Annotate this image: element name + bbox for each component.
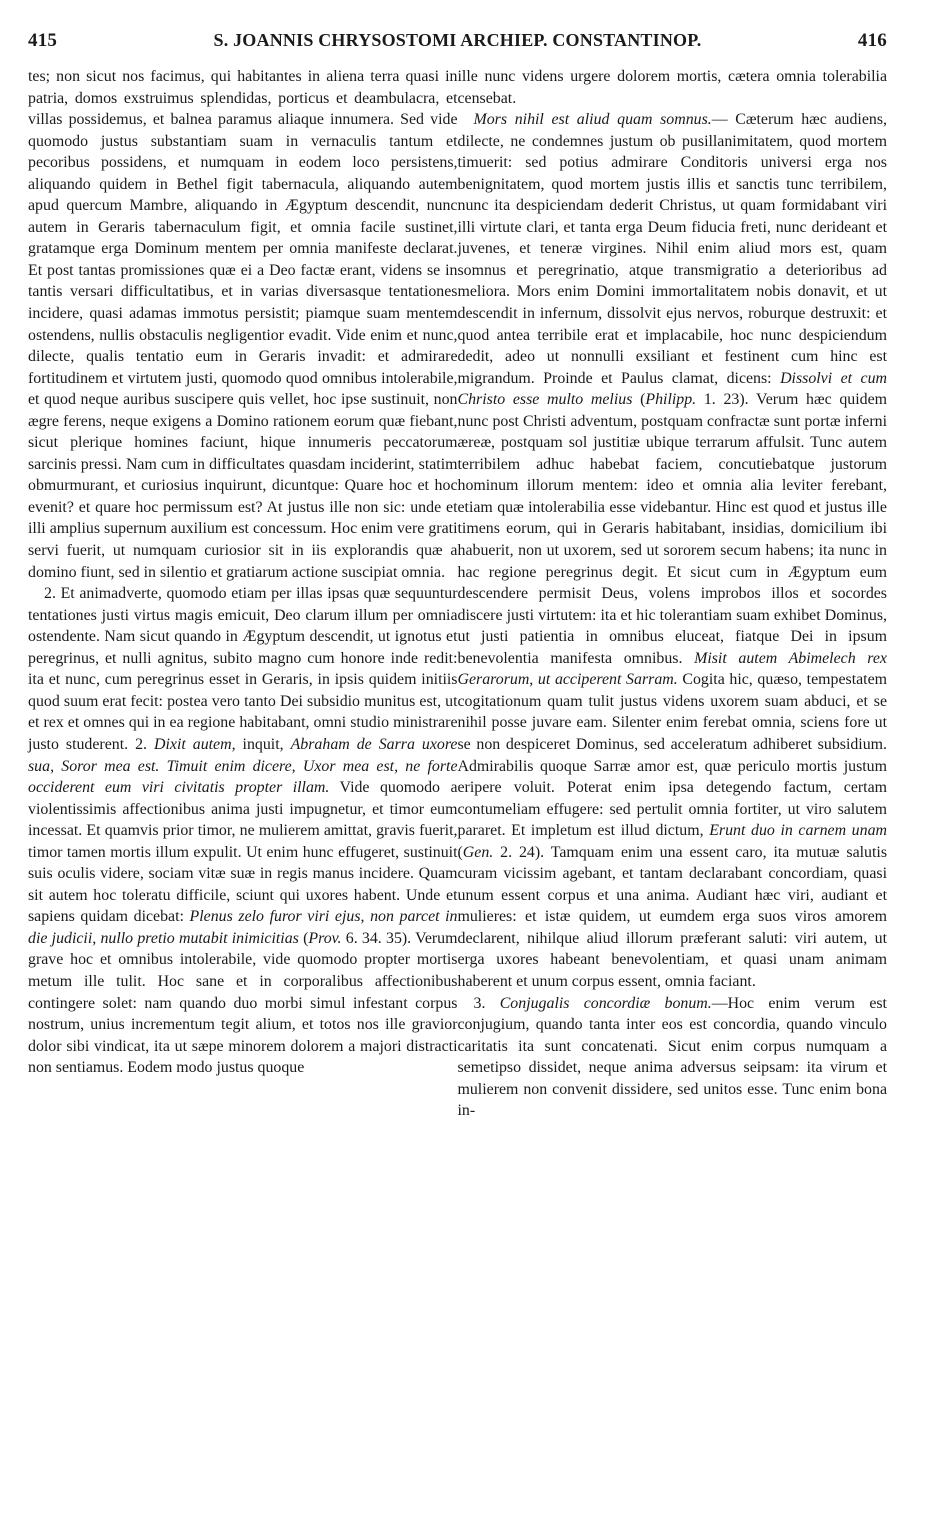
text-columns [28, 66, 887, 1122]
reference-number: 2. 24). [500, 843, 545, 861]
scripture-quote: Misit autem Abimelech rex Gerarorum, ut acciperent Sarram. [457, 649, 887, 689]
scripture-quote: Dixit autem, [154, 735, 236, 753]
reference-number: 1. 23). [703, 391, 749, 409]
left-column [28, 66, 458, 1122]
paragraph-text: Tamquam enim una essent caro, ita mutuæ salutis curam vicissim agebant, et tantam declarabant concordiam, quasi unum essent corpus et una anima. Audiant hæc viri, audiant et mulieres: et istæ quidem, ut eumdem erga suos viros amorem declarent, nihilque aliud illorum præferant saluti: viri autem, ut erga uxores habeant benevolentiam, et quasi unam animam haberent et unum corpus essent, omnia faciant. [457, 843, 888, 990]
paragraph [28, 583, 458, 1079]
paragraph [458, 109, 888, 992]
running-head [28, 30, 887, 60]
paragraph-text: Cogita hic, quæso, tempestatem cogitationum quam tulit justus videns uxorem suam abduci, et se nihil posse juvare eam. Silenter enim ferebat omnia, sciens fore ut se non despiceret Dominus, sed acceleratum adhiberet subsidium. Admirabilis quoque Sarræ amor est, quæ periculo mortis justum eripere voluit. Poterat enim ipsa detegendo factum, certam contumeliam effugere: sed pertulit omnia fortiter, ut viro salutem pararet. Et impletum est illud dictum, [457, 671, 887, 840]
scripture-quote: Abraham de Sarra uxore sua, Soror mea est. Timuit enim dicere, Uxor mea est, ne forte occiderent eum viri civitatis propter illam. [28, 735, 458, 797]
paragraph-text: 2. Et animadverte, quomodo etiam per illas ipsas quæ sequuntur tentationes justi virtus magis emicuit, Deo clarum illum per omnia ostendente. Nam sicut quando in Ægyptum descendit, ut ignotus et peregrinus, et nulli agnitus, subito magno cum honore inde redit: ita et nunc, cum peregrinus esset in Geraris, in ipsis quidem initiis quod suum erat fecit: postea vero tanto Dei subsidio munitus est, ut et rex et omnes qui in ea regione habitabant, omni studio ministrare justo studerent. 2. [28, 585, 458, 753]
right-column [458, 66, 888, 1122]
running-title: S. JOANNIS CHRYSOSTOMI ARCHIEP. CONSTANTINOP. [213, 30, 702, 50]
reference-open: ( [303, 929, 309, 947]
paragraph-text: Verum grave hoc et omnibus intolerabile, vide quomodo propter mortis metum ille tulit. Hoc sane et in corporalibus affectionibus contingere solet: nam quando duo morbi simul infestant corpus nostrum, unius incrementum tegit alium, et totos nos ille gravior dolor sibi vindicat, ita ut sæpe minorem dolorem a majori distracti non sentiamus. Eodem modo justus quoque [28, 929, 458, 1077]
paragraph-text: Verum hæc quidem nunc post Christi adventum, postquam confractæ sunt portæ inferni æreæ, postquam sol justitiæ ubique terrarum affulsit. Tunc autem terribilem adhuc habebat faciem, concutiebatque justorum hominum illorum mentem: ideo et omnia alia leviter ferebant, etiam quæ intolerabilia esse videbantur. Hinc est quod et justus ille timens eorum, qui in Geraris habitabant, insidias, domicilium ibi habuerit, non ut uxorem, sed ut sororem secum habens; ita nunc in hac regione peregrinus degit. Et sicut cum in Ægyptum eum descendere permisit Deus, volens improbos illos et socordes discere justi virtutem: ita et hic tolerantiam suam exhibet Dominus, ut justi patientia in omnibus eluceat, fiatque Dei in ipsum benevolentia manifesta omnibus. [457, 391, 888, 667]
scripture-reference: Prov. [308, 929, 342, 947]
paragraph [458, 993, 888, 1122]
section-heading: Conjugalis concordiæ bonum. [499, 994, 712, 1012]
scripture-reference: Gen. [462, 843, 494, 861]
scripture-quote: Plenus zelo furor viri ejus, non parcet in die judicii, nullo pretio mutabit inimicitias [28, 908, 458, 947]
reference-open: ( [457, 843, 463, 861]
paragraph: tes; non sicut nos facimus, qui habitantes in aliena terra quasi in patria, domos exstruimus splendidas, porticus et deambulacra, et villas possidemus, et balnea paramus aliaque innumera. Sed vide quomodo justus substantiam suam in vernaculis tantum et pecoribus possidens, et numquam in eodem loco persistens, aliquando quidem in Bethel figit tabernacula, aliquando autem apud quercum Mambre, aliquando in Ægyptum descendit, nunc autem in Geraris tabernaculum figit, et omnia facile sustinet, gratamque erga Dominum mentem per omnia manifeste declarat. Et post tantas promissiones quæ ei a Deo factæ erant, videns se in tantis versari difficultatibus, et in varias diversasque tentationes incidere, quasi adamas immotus persistit; piamque suam mentem ostendens, nullis obstaculis negligentior evadit. Vide enim et nunc, dilecte, qualis tentatio eum in Geraris invadit: et admirare fortitudinem et virtutem justi, quomodo quod omnibus intolerabile, et quod neque auribus suscipere quis vellet, hoc ipse sustinuit, non ægre ferens, neque exigens a Domino rationem eorum quæ fiebant, sicut plerique homines faciunt, hique innumeris peccatorum sarcinis pressi. Nam cum in difficultates quasdam inciderint, statim obmurmurant, et curiosius inquirunt, dicuntque: Quare hoc et hoc evenit? et quare hoc permissum est? At justus ille non sic: unde et illi amplius supernum auxilium est concessum. Hoc enim vere grati servi fuerit, ut numquam curiosior sit in iis explorandis quæ a domino fiunt, sed in silentio et gratiarum actione suscipiat omnia. [28, 68, 458, 581]
reference-open: ( [640, 391, 646, 409]
scripture-reference: Philipp. [645, 391, 697, 409]
paragraph: ille nunc videns urgere dolorem mortis, cætera omnia tolerabilia censebat. [457, 68, 887, 107]
page-number-left: 415 [28, 30, 58, 51]
paragraph-text: — Cæterum hæc audiens, dilecte, ne condemnes justum ob pusillanimitatem, quod mortem timuerit: sed potius admirare Conditoris universi erga nos benignitatem, quod mortem justis illis et sanctis tunc terribilem, nunc ita despiciendam dederit Christus, ut quam formidabant viri illi virtute clari, et tanta erga Deum fiducia freti, nunc derideant et juvenes, et teneræ virgines. Nihil enim aliud mors est, quam somnus et peregrinatio, atque transmigratio a deterioribus ad meliora. Mors enim Domini immortalitatem nobis donavit, et ut descendit in infernum, dissolvit ejus nervos, roburque destruxit: et quod antea terribile erat et implacabile, hoc nunc despiciendum dedit, adeo ut nonnulli exsiliant et festinent cum hinc est migrandum. Proinde et Paulus clamat, dicens: [457, 111, 887, 387]
paragraph-text: inquit, [242, 735, 284, 753]
scripture-quote: Erunt duo in carnem unam [709, 822, 887, 840]
paragraph-text: Vide quomodo a violentissimis affectionibus anima justi impugnetur, et timor eum incessat. Et quamvis prior timor, ne mulierem amittat, gravis fuerit, timor tamen mortis illum expulit. Ut enim hunc effugeret, sustinuit suis oculis videre, sociam vitæ suæ in regis manus incidere. Quam sit autem hoc toleratu difficile, sciunt qui uxores habent. Unde et sapiens quidam dicebat: [28, 779, 458, 926]
page-number-right: 416 [857, 30, 887, 51]
scripture-quote: Dissolvi et cum Christo esse multo melius [457, 369, 887, 409]
paragraph-text: —Hoc enim verum est conjugium, quando tanta inter eos est concordia, quando vinculo caritatis ita sunt concatenati. Sicut enim corpus numquam a semetipso dissidet, neque anima adversus seipsam: ita virum et mulierem non convenit dissidere, sed unitos esse. Tunc enim bona in- [457, 994, 887, 1120]
reference-number: 6. 34. 35). [345, 929, 412, 947]
section-heading: Mors nihil est aliud quam somnus. [473, 111, 712, 129]
section-number: 3. [473, 994, 486, 1012]
